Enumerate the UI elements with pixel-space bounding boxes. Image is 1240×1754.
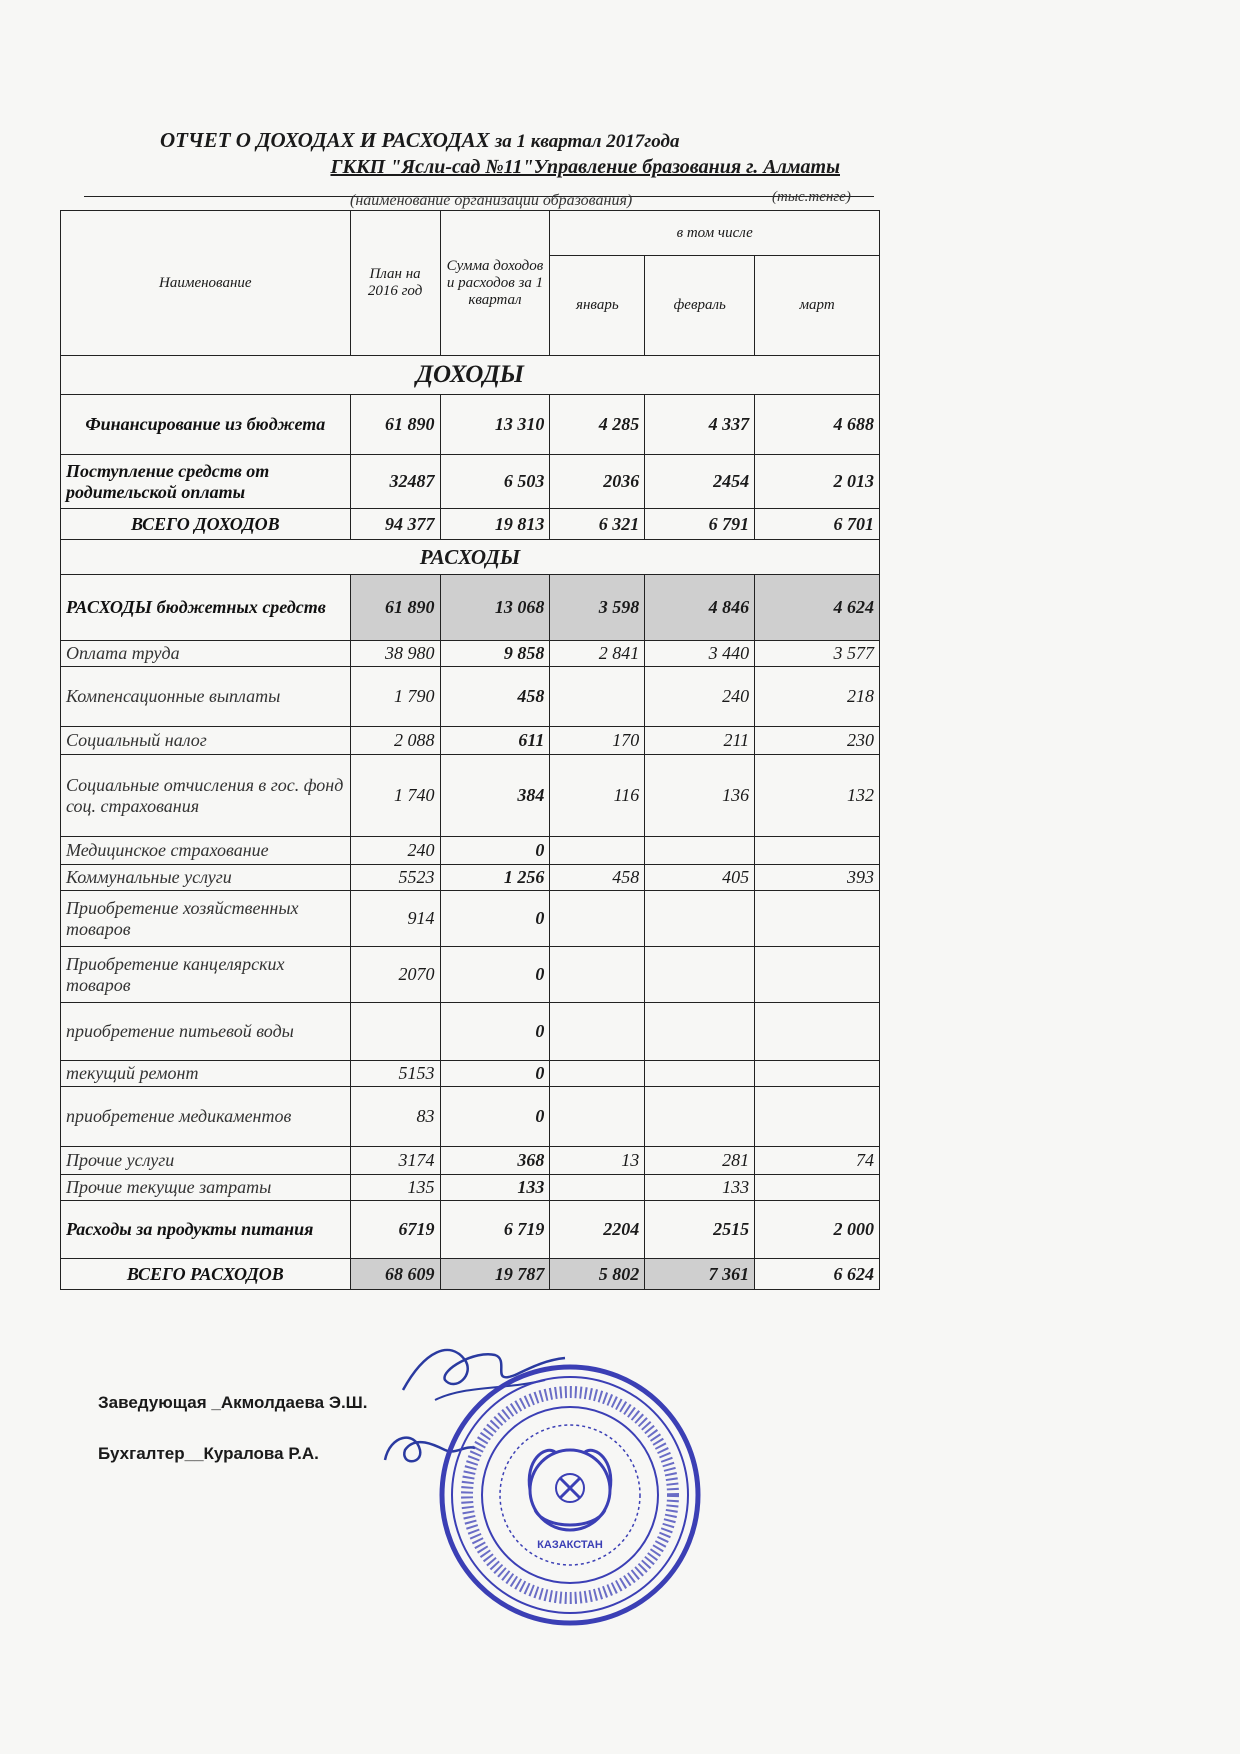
table-row — [61, 1147, 880, 1175]
cell-sum: 13 068 — [440, 575, 550, 641]
head-signature-line: Заведующая _Акмолдаева Э.Ш. — [98, 1393, 368, 1412]
cell-jan: 170 — [550, 727, 645, 755]
row-name: Приобретение канцелярских товаров — [61, 947, 351, 1003]
row-name: Расходы за продукты питания — [61, 1201, 351, 1259]
cell-sum: 384 — [440, 755, 550, 837]
row-name: Прочие текущие затраты — [61, 1175, 351, 1201]
cell-plan: 3174 — [350, 1147, 440, 1175]
table-row — [61, 1003, 880, 1061]
cell-feb: 136 — [645, 755, 755, 837]
cell-feb: 2454 — [645, 455, 755, 509]
title-period: за 1 квартал 2017года — [494, 131, 680, 152]
col-header-jan: январь — [550, 256, 645, 356]
cell-feb: 4 337 — [645, 395, 755, 455]
row-name: РАСХОДЫ бюджетных средств — [61, 575, 351, 641]
cell-feb: 211 — [645, 727, 755, 755]
expense-section-row — [61, 540, 880, 575]
cell-jan — [550, 1003, 645, 1061]
official-seal-stamp — [435, 1360, 705, 1630]
cell-mar: 4 624 — [755, 575, 880, 641]
cell-feb: 7 361 — [645, 1259, 755, 1290]
cell-feb — [645, 837, 755, 865]
cell-jan — [550, 667, 645, 727]
cell-plan: 61 890 — [350, 575, 440, 641]
cell-plan — [350, 1003, 440, 1061]
col-header-mar: март — [755, 256, 880, 356]
cell-jan — [550, 1061, 645, 1087]
cell-sum: 6 719 — [440, 1201, 550, 1259]
cell-plan: 6719 — [350, 1201, 440, 1259]
cell-sum: 133 — [440, 1175, 550, 1201]
cell-sum: 9 858 — [440, 641, 550, 667]
cell-sum: 458 — [440, 667, 550, 727]
cell-jan: 13 — [550, 1147, 645, 1175]
table-row — [61, 755, 880, 837]
cell-jan: 2 841 — [550, 641, 645, 667]
cell-feb: 6 791 — [645, 509, 755, 540]
row-name: Оплата труда — [61, 641, 351, 667]
table-row — [61, 837, 880, 865]
income-section-row — [61, 356, 880, 395]
table-row — [61, 865, 880, 891]
cell-plan: 68 609 — [350, 1259, 440, 1290]
cell-mar — [755, 1003, 880, 1061]
cell-sum: 6 503 — [440, 455, 550, 509]
cell-plan: 2070 — [350, 947, 440, 1003]
row-name: Приобретение хозяйственных товаров — [61, 891, 351, 947]
table-row — [61, 1175, 880, 1201]
row-name: Коммунальные услуги — [61, 865, 351, 891]
row-name: Поступление средств от родительской оплаты — [61, 455, 351, 509]
cell-sum: 19 787 — [440, 1259, 550, 1290]
cell-feb: 2515 — [645, 1201, 755, 1259]
table-row — [61, 667, 880, 727]
cell-plan: 135 — [350, 1175, 440, 1201]
cell-sum: 0 — [440, 1061, 550, 1087]
cell-plan: 32487 — [350, 455, 440, 509]
col-header-feb: февраль — [645, 256, 755, 356]
cell-jan: 2204 — [550, 1201, 645, 1259]
row-name: приобретение питьевой воды — [61, 1003, 351, 1061]
cell-mar: 2 013 — [755, 455, 880, 509]
cell-jan — [550, 1175, 645, 1201]
expense-total-row — [61, 1259, 880, 1290]
cell-sum: 1 256 — [440, 865, 550, 891]
row-name: ВСЕГО ДОХОДОВ — [61, 509, 351, 540]
cell-mar: 2 000 — [755, 1201, 880, 1259]
row-name: приобретение медикаментов — [61, 1087, 351, 1147]
cell-mar: 132 — [755, 755, 880, 837]
organization-name: ГККП "Ясли-сад №11"Управление бразования г. Алматы — [330, 156, 840, 178]
row-name: Социальные отчисления в гос. фонд соц. страхования — [61, 755, 351, 837]
table-header-row — [61, 211, 880, 256]
table-row — [61, 455, 880, 509]
table-row — [61, 891, 880, 947]
cell-plan: 5153 — [350, 1061, 440, 1087]
col-header-including: в том числе — [550, 211, 880, 256]
cell-mar: 218 — [755, 667, 880, 727]
cell-feb: 3 440 — [645, 641, 755, 667]
cell-plan: 1 790 — [350, 667, 440, 727]
cell-jan: 4 285 — [550, 395, 645, 455]
cell-jan: 3 598 — [550, 575, 645, 641]
table-row — [61, 641, 880, 667]
report-table — [60, 210, 880, 1290]
cell-mar: 3 577 — [755, 641, 880, 667]
cell-plan: 914 — [350, 891, 440, 947]
table-row — [61, 947, 880, 1003]
cell-mar — [755, 891, 880, 947]
cell-feb: 4 846 — [645, 575, 755, 641]
cell-mar — [755, 837, 880, 865]
cell-sum: 611 — [440, 727, 550, 755]
income-total-row — [61, 509, 880, 540]
expense-budget-row — [61, 575, 880, 641]
cell-feb: 240 — [645, 667, 755, 727]
cell-mar — [755, 947, 880, 1003]
cell-mar: 74 — [755, 1147, 880, 1175]
cell-jan: 5 802 — [550, 1259, 645, 1290]
row-name: ВСЕГО РАСХОДОВ — [61, 1259, 351, 1290]
cell-mar — [755, 1087, 880, 1147]
cell-plan: 5523 — [350, 865, 440, 891]
col-header-name: Наименование — [61, 211, 351, 356]
row-name: Медицинское страхование — [61, 837, 351, 865]
cell-feb: 133 — [645, 1175, 755, 1201]
cell-jan — [550, 837, 645, 865]
cell-feb — [645, 1003, 755, 1061]
table-row — [61, 727, 880, 755]
cell-sum: 19 813 — [440, 509, 550, 540]
cell-sum: 0 — [440, 891, 550, 947]
row-name: Компенсационные выплаты — [61, 667, 351, 727]
col-header-sum: Сумма доходов и расходов за 1 квартал — [440, 211, 550, 356]
cell-jan — [550, 1087, 645, 1147]
table-row — [61, 1061, 880, 1087]
cell-jan: 116 — [550, 755, 645, 837]
cell-feb: 281 — [645, 1147, 755, 1175]
accountant-signature-line: Бухгалтер__Куралова Р.А. — [98, 1444, 319, 1463]
cell-feb — [645, 891, 755, 947]
expense-section-title: РАСХОДЫ — [61, 540, 880, 575]
seal-emblem-text: КАЗАКСТАН — [537, 1539, 603, 1551]
cell-sum: 0 — [440, 947, 550, 1003]
cell-jan — [550, 891, 645, 947]
cell-jan: 6 321 — [550, 509, 645, 540]
cell-plan: 240 — [350, 837, 440, 865]
cell-feb — [645, 947, 755, 1003]
col-header-plan: План на 2016 год — [350, 211, 440, 356]
row-name: текущий ремонт — [61, 1061, 351, 1087]
cell-jan — [550, 947, 645, 1003]
cell-mar: 4 688 — [755, 395, 880, 455]
cell-mar — [755, 1175, 880, 1201]
cell-plan: 94 377 — [350, 509, 440, 540]
cell-plan: 83 — [350, 1087, 440, 1147]
cell-sum: 368 — [440, 1147, 550, 1175]
cell-sum: 0 — [440, 1003, 550, 1061]
cell-plan: 61 890 — [350, 395, 440, 455]
cell-mar: 6 624 — [755, 1259, 880, 1290]
cell-feb — [645, 1061, 755, 1087]
cell-mar: 230 — [755, 727, 880, 755]
cell-plan: 1 740 — [350, 755, 440, 837]
cell-plan: 2 088 — [350, 727, 440, 755]
units-caption: (тыс.тенге) — [772, 189, 851, 205]
food-row — [61, 1201, 880, 1259]
report-title — [160, 128, 880, 153]
income-section-title: ДОХОДЫ — [61, 356, 880, 395]
cell-jan: 2036 — [550, 455, 645, 509]
cell-sum: 0 — [440, 837, 550, 865]
row-name: Социальный налог — [61, 727, 351, 755]
cell-mar — [755, 1061, 880, 1087]
row-name: Прочие услуги — [61, 1147, 351, 1175]
row-name: Финансирование из бюджета — [61, 395, 351, 455]
cell-sum: 13 310 — [440, 395, 550, 455]
organization-caption: (наименование организации образования) — [350, 192, 633, 209]
cell-sum: 0 — [440, 1087, 550, 1147]
cell-feb — [645, 1087, 755, 1147]
cell-plan: 38 980 — [350, 641, 440, 667]
table-row — [61, 395, 880, 455]
cell-jan: 458 — [550, 865, 645, 891]
cell-mar: 393 — [755, 865, 880, 891]
cell-feb: 405 — [645, 865, 755, 891]
title-main: ОТЧЕТ О ДОХОДАХ И РАСХОДАХ — [160, 128, 490, 152]
cell-mar: 6 701 — [755, 509, 880, 540]
table-row — [61, 1087, 880, 1147]
